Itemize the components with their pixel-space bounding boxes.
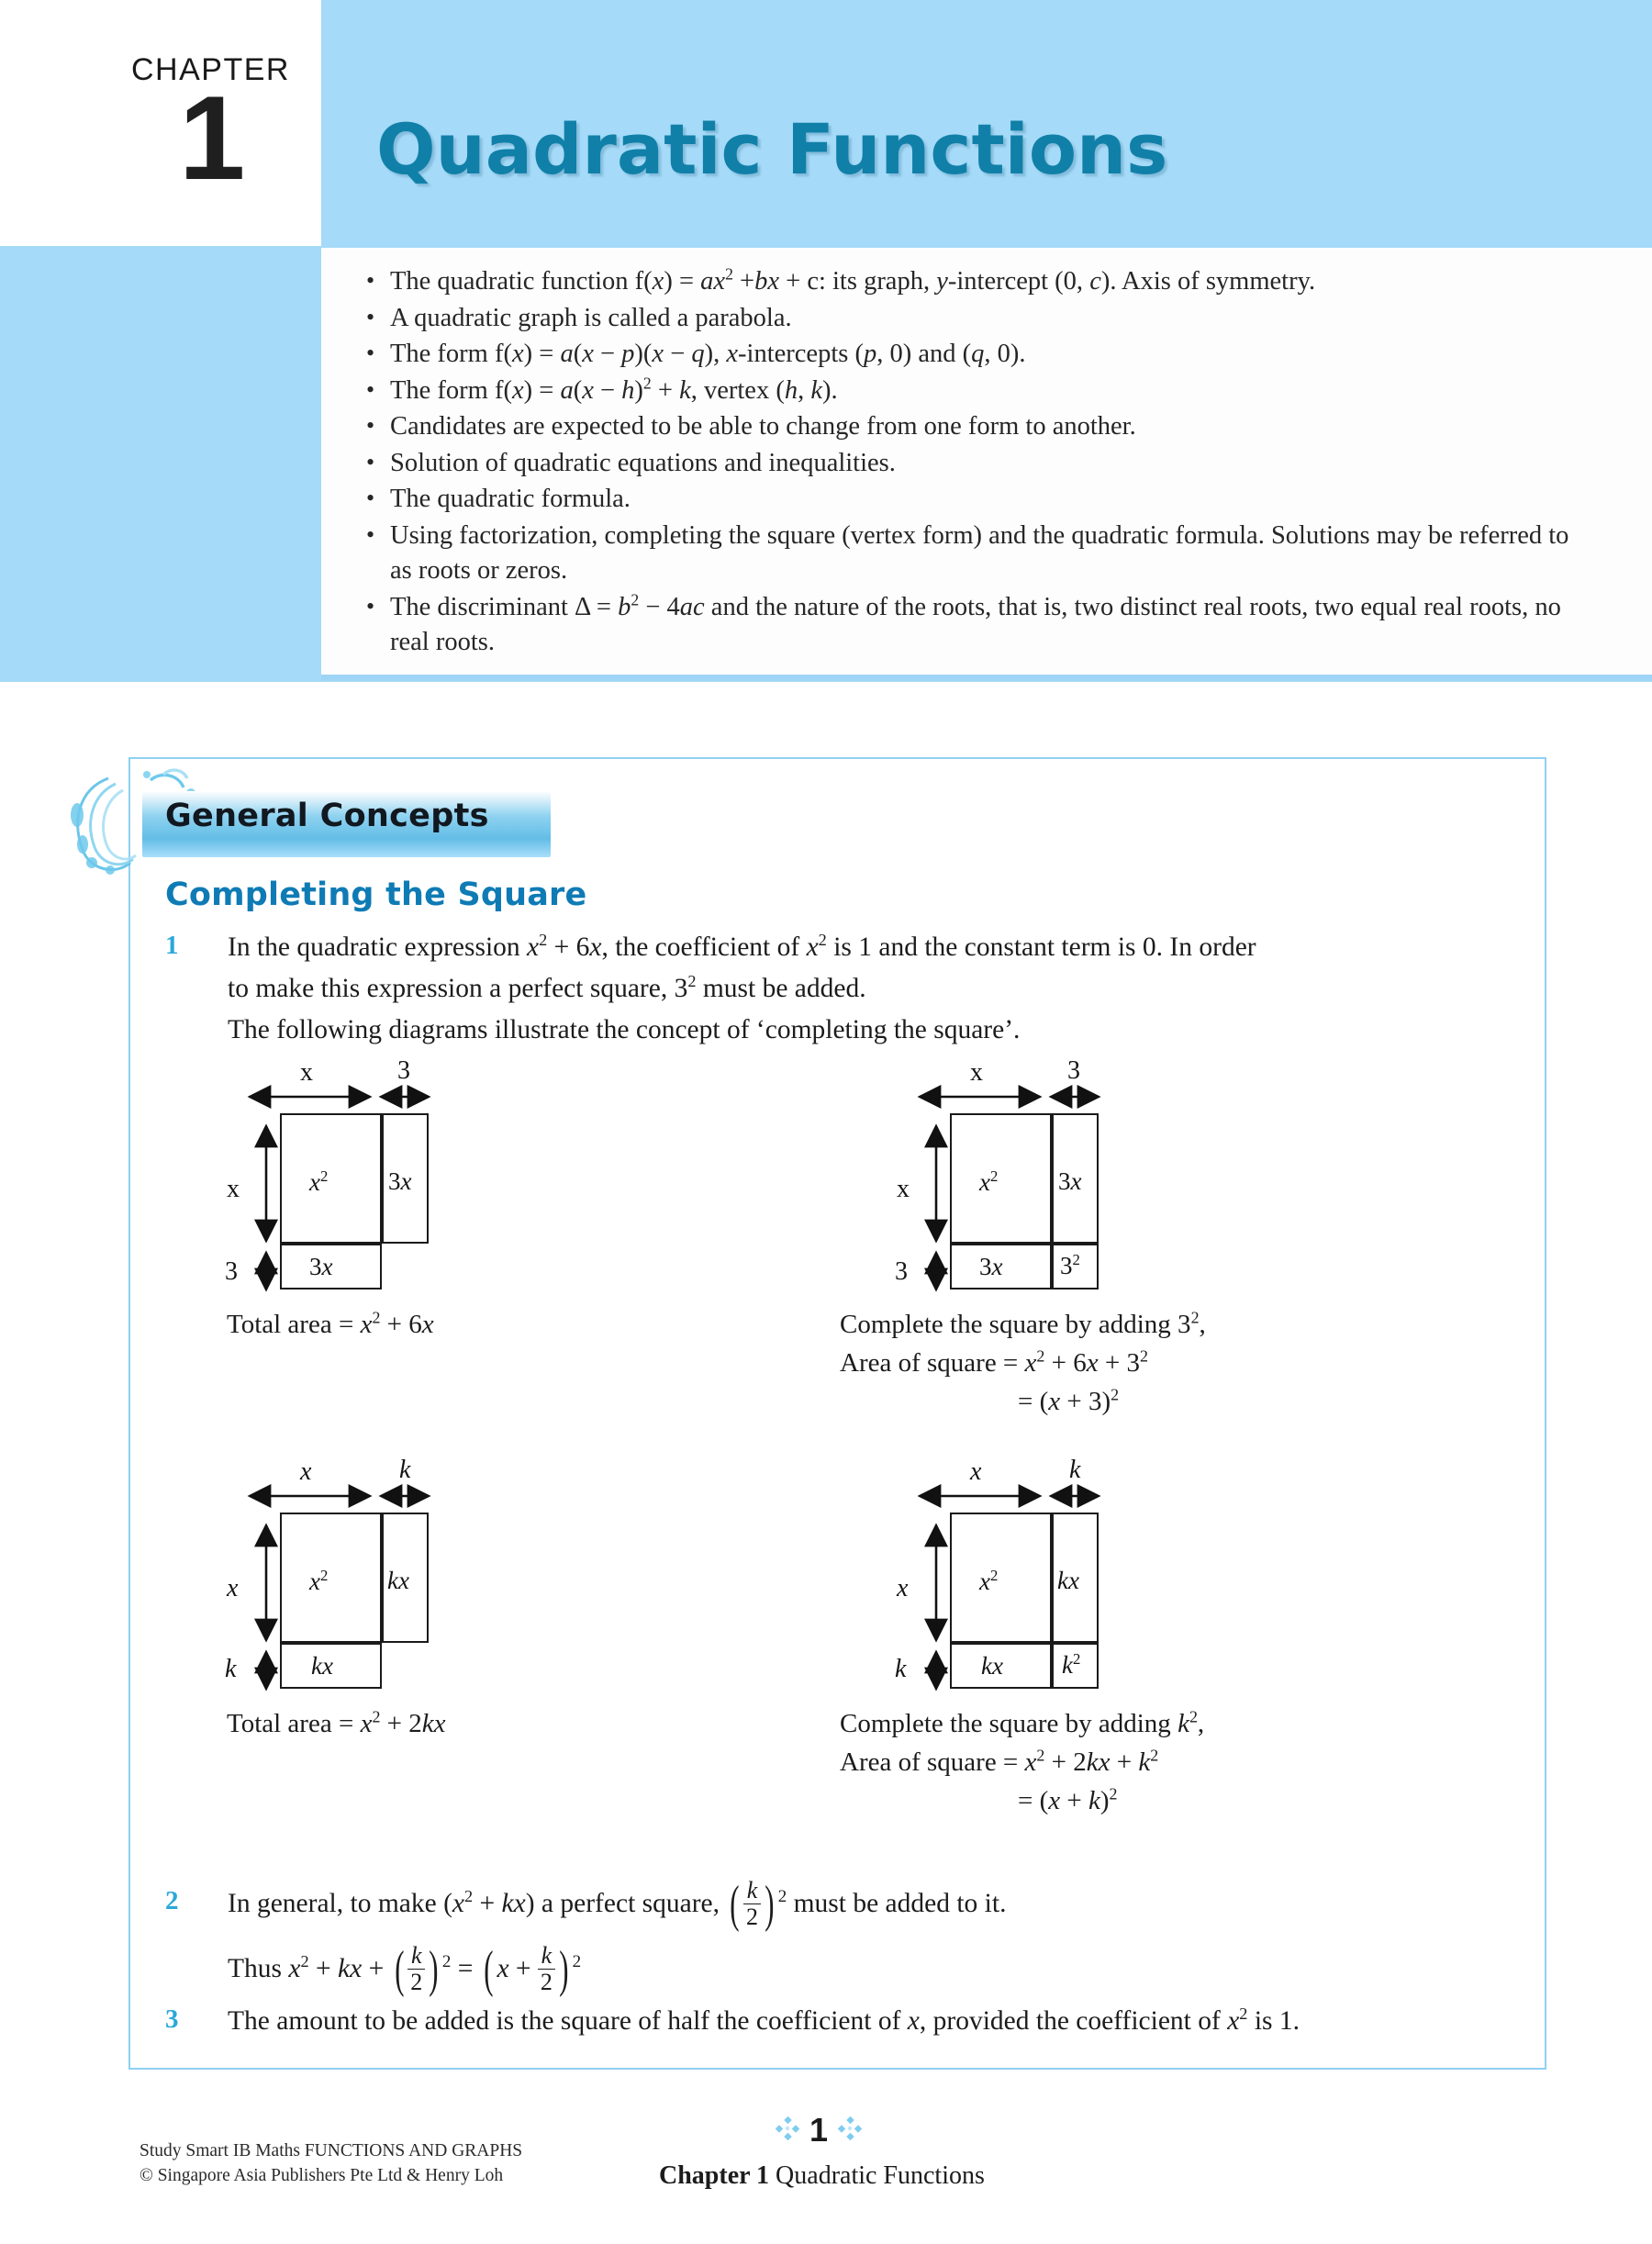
diagram-4-side-label-k: k — [895, 1655, 907, 1683]
diagram-1-cell-x-squared — [280, 1113, 382, 1244]
diagram-3-side-label-k: k — [225, 1655, 237, 1683]
diagram-4-top-label-x: x — [970, 1457, 982, 1486]
syllabus-bullet-list — [361, 264, 1591, 662]
footer-chapter-label: Chapter 1 — [659, 2161, 770, 2190]
diagram-2-top-label-x: x — [970, 1058, 983, 1087]
diagram-1-side-label-3: 3 — [225, 1257, 238, 1286]
footer-chapter-title: Quadratic Functions — [776, 2161, 985, 2190]
diagram-3-label-kx-right: kx — [387, 1567, 409, 1594]
chapter-number: 1 — [179, 71, 246, 205]
diagram-2-top-label-3: 3 — [1067, 1056, 1080, 1085]
diagram-1-top-label-3: 3 — [397, 1056, 410, 1085]
diagram-4-label-k-squared: $k^2$ — [1062, 1650, 1081, 1679]
diagram-4-caption-line-1: Complete the square by adding $k^2$, — [840, 1707, 1205, 1738]
syllabus-bullet-3: • The form f(x) = a(x − p)(x − q), x-intercepts (p, 0) and (q, 0). — [361, 337, 1591, 373]
diagram-4-cell-x-squared — [950, 1513, 1052, 1643]
syllabus-bullet-8: • Using factorization, completing the square (vertex form) and the quadratic formula. Solutions may be referred to as roots or zeros. — [361, 519, 1591, 589]
syllabus-bullet-9: • The discriminant $\Delta = b^2 - 4ac$ and the nature of the roots, that is, two distinct real roots, two equal real roots, no real roots. — [361, 590, 1591, 661]
footer-line-2: © Singapore Asia Publishers Pte Ltd & Henry Loh — [140, 2166, 504, 2185]
diagram-2-side-label-3: 3 — [895, 1257, 908, 1286]
diagram-2-label-x-squared: $x^2$ — [979, 1167, 999, 1196]
item-2-fraction-group-3: ( x + $\frac{k}{2}$ ) 2 — [483, 1940, 582, 1998]
diagram-4-side-label-x: x — [897, 1574, 909, 1602]
diagram-3-label-x-squared: $x^2$ — [309, 1567, 329, 1595]
item-number-2: 2 — [165, 1886, 179, 1915]
diagram-2-label-3x-right: 3x — [1058, 1167, 1082, 1195]
footer-line-1: Study Smart IB Maths FUNCTIONS AND GRAPHS — [140, 2141, 523, 2160]
page-number-group — [776, 2111, 862, 2149]
page-title: Quadratic Functions — [376, 108, 1168, 190]
diagram-4-side-dimension-arrows — [926, 1514, 950, 1693]
diagram-3 — [225, 1456, 620, 1738]
diagram-2-side-label-x: x — [897, 1175, 910, 1203]
item-1-line-2: to make this expression a perfect square, $3^2$ must be added. — [228, 972, 866, 1003]
diagram-2-caption-line-2: Area of square = $x^2 + 6x + 3^2$ — [840, 1346, 1148, 1378]
page-number: 1 — [809, 2111, 829, 2149]
syllabus-bullet-5: • Candidates are expected to be able to change from one form to another. — [361, 409, 1591, 445]
item-2-fraction-group: ( k 2 ) 2 — [730, 1875, 787, 1933]
diamond-cluster-right-icon — [838, 2116, 862, 2145]
diagram-2-caption-line-3: = $(x + 3)^2$ — [1018, 1385, 1120, 1416]
syllabus-bullet-4: • The form $f(x) = a(x - h)^2 + k$, vertex (h, k). — [361, 374, 1591, 409]
diagram-4-label-x-squared: $x^2$ — [979, 1567, 999, 1595]
item-3-body: The amount to be added is the square of half the coefficient of x, provided the coefficient of $x^2$ is 1. — [228, 2004, 1300, 2036]
diagram-2 — [840, 1056, 1345, 1416]
item-2-fraction-group-2: ( k 2 ) 2 — [394, 1940, 452, 1998]
diagram-3-top-label-x: x — [300, 1457, 312, 1486]
item-2-thus-text: Thus $x^2$ + kx + — [228, 1952, 391, 1984]
diagram-4-caption-line-3: = $(x + k)^2$ — [1018, 1784, 1118, 1815]
diagram-1-top-dimension-arrows — [234, 1088, 528, 1111]
item-1-line-3: The following diagrams illustrate the concept of ‘completing the square’. — [228, 1015, 1021, 1044]
diagram-2-side-dimension-arrows — [926, 1115, 950, 1294]
syllabus-bullet-6: • Solution of quadratic equations and inequalities. — [361, 446, 1591, 482]
chapter-number-box — [0, 0, 321, 246]
section-heading-completing-the-square: Completing the Square — [165, 876, 587, 913]
item-2-text-after: must be added to it. — [787, 1889, 1007, 1919]
diagram-1-side-label-x: x — [227, 1175, 240, 1203]
diagram-1-label-3x-right: 3x — [388, 1167, 412, 1195]
general-concepts-label: General Concepts — [165, 798, 489, 834]
diagram-4-label-kx-bottom: kx — [981, 1652, 1003, 1680]
syllabus-bullet-2: • A quadratic graph is called a parabola. — [361, 301, 1591, 337]
diagram-3-top-label-k: k — [399, 1456, 411, 1484]
diagram-1-top-label-x: x — [300, 1058, 313, 1087]
item-2-body — [228, 1875, 1531, 1998]
diagram-2-label-3-squared: $3^2$ — [1060, 1251, 1080, 1279]
diagram-2-top-dimension-arrows — [904, 1088, 1198, 1111]
diagram-1-caption-line-1: Total area = $x^2 + 6x$ — [227, 1308, 434, 1339]
diagram-1 — [225, 1056, 620, 1339]
diagram-3-caption-line-1: Total area = $x^2 + 2kx$ — [227, 1707, 446, 1738]
diagram-4-top-dimension-arrows — [904, 1487, 1198, 1511]
item-2-equals: = — [451, 1954, 480, 1984]
diagram-1-label-3x-bottom: 3x — [309, 1253, 333, 1280]
diagram-3-top-dimension-arrows — [234, 1487, 528, 1511]
diagram-2-label-3x-bottom: 3x — [979, 1253, 1003, 1280]
diagram-4-label-kx-right: kx — [1057, 1567, 1079, 1594]
diagram-2-cell-x-squared — [950, 1113, 1052, 1244]
footer-imprint — [140, 2138, 522, 2188]
diagram-3-side-dimension-arrows — [256, 1514, 280, 1693]
diagram-2-caption-line-1: Complete the square by adding $3^2$, — [840, 1308, 1206, 1339]
diagram-3-side-label-x: x — [227, 1574, 239, 1602]
diagram-3-label-kx-bottom: kx — [311, 1652, 333, 1680]
item-2-text-before: In general, to make $(x^2 + kx)$ a perfect square, — [228, 1887, 727, 1919]
footer-running-head — [659, 2161, 985, 2191]
item-1-line-1: In the quadratic expression $x^2 + 6x$, the coefficient of $x^2$ is 1 and the constant term is 0. In order — [228, 931, 1256, 962]
diagram-3-cell-x-squared — [280, 1513, 382, 1643]
chapter-word-label: CHAPTER — [131, 52, 290, 87]
item-1-body — [228, 927, 1531, 1051]
diagram-1-label-x-squared: $x^2$ — [309, 1167, 329, 1196]
diagram-1-side-dimension-arrows — [256, 1115, 280, 1294]
syllabus-bullet-7: • The quadratic formula. — [361, 482, 1591, 518]
item-number-3: 3 — [165, 2004, 179, 2034]
diagram-4 — [840, 1456, 1345, 1815]
diagram-4-caption-line-2: Area of square = $x^2 + 2kx + k^2$ — [840, 1746, 1159, 1777]
syllabus-bullet-1: • The quadratic function $f(x) = ax^2 +bx + c$: its graph, y-intercept (0, c). Axis of symmetry. — [361, 264, 1591, 300]
item-number-1: 1 — [165, 931, 179, 960]
diamond-cluster-left-icon — [776, 2116, 799, 2145]
diagram-4-top-label-k: k — [1069, 1456, 1081, 1484]
